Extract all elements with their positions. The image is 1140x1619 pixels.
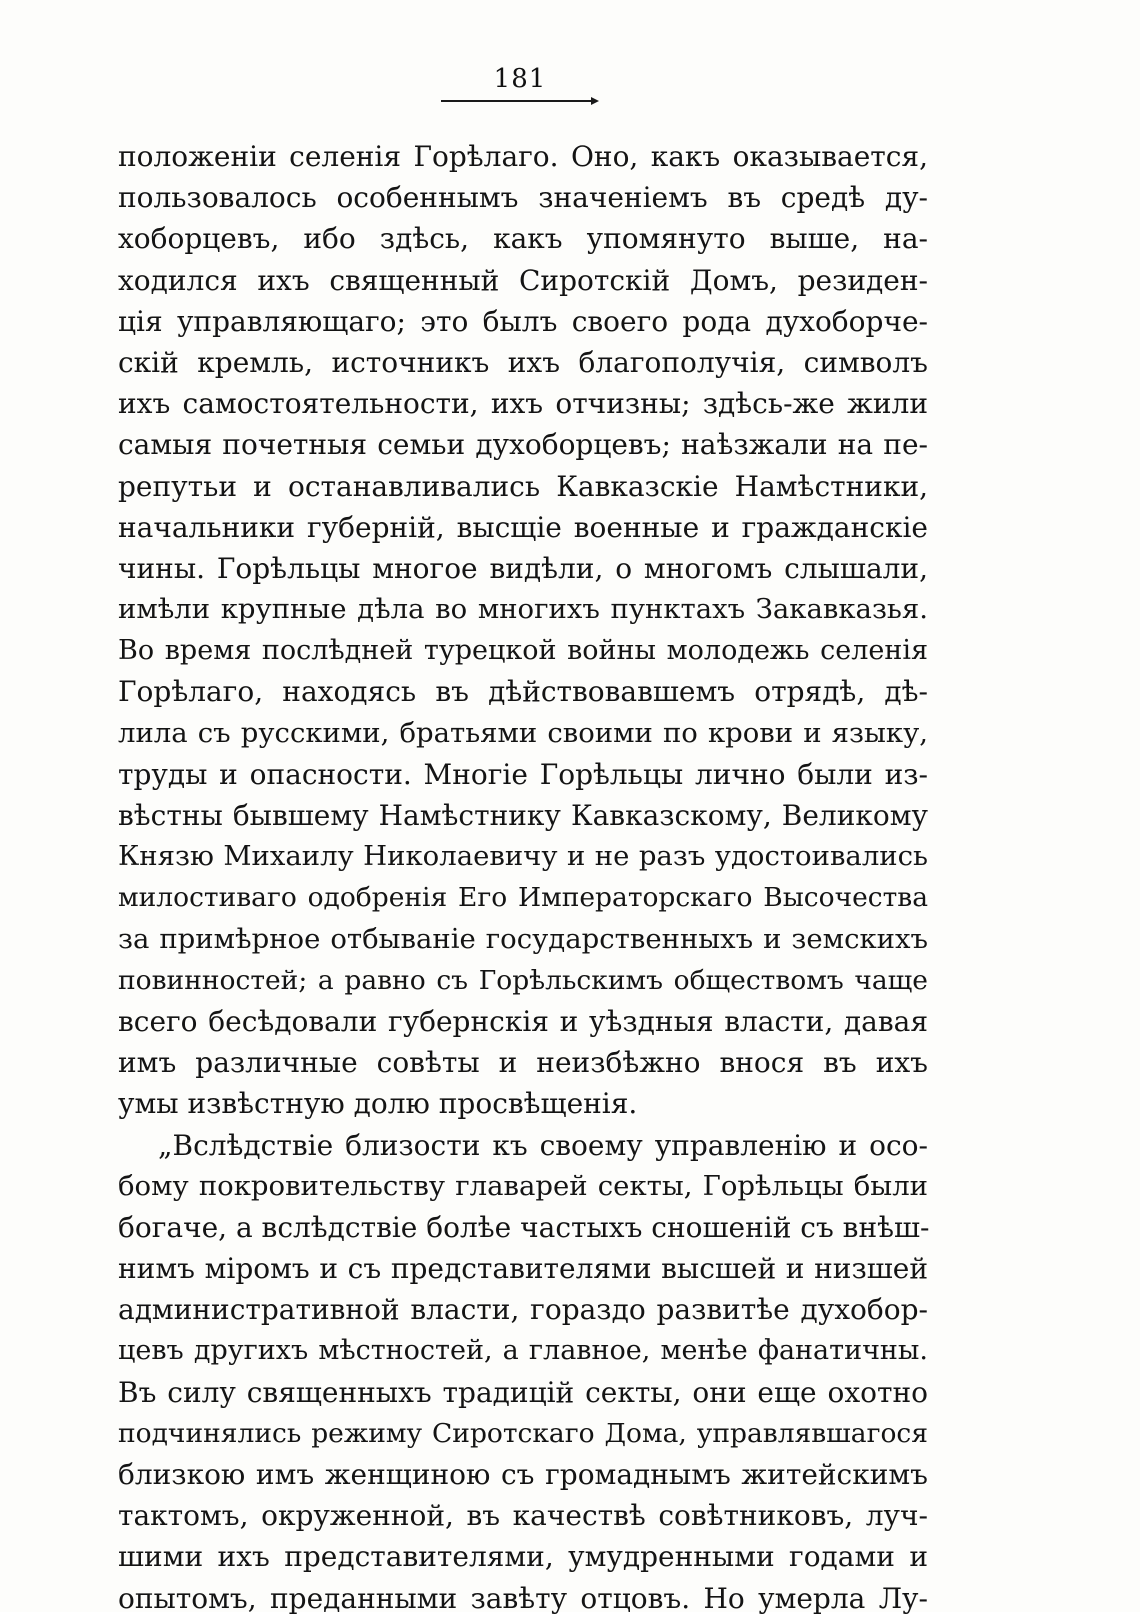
- text-line: лила съ русскими, братьями своими по крови и языку,: [118, 716, 928, 749]
- text-line: вѣстны бывшему Намѣстнику Кавказскому, Великому: [118, 799, 928, 832]
- text-line: богаче, а вслѣдствіе болѣе частыхъ сношеній съ внѣш-: [118, 1210, 930, 1244]
- body-text: [118, 136, 928, 1619]
- text-line: умы извѣстную долю просвѣщенія.: [118, 1087, 638, 1121]
- text-line: начальники губерній, высщіе военные и гражданскіе: [118, 510, 928, 544]
- page-number: 181: [493, 64, 547, 94]
- text-line: самыя почетныя семьи духоборцевъ; наѣзжали на пе-: [118, 428, 928, 462]
- text-line: тактомъ, окруженной, въ качествѣ совѣтниковъ, луч-: [118, 1499, 928, 1533]
- text-line: положеніи селенія Горѣлаго. Оно, какъ оказывается,: [118, 140, 928, 173]
- text-line: всего бесѣдовали губернскія и уѣздныя власти, давая: [118, 1004, 928, 1038]
- text-line: ихъ самостоятельности, ихъ отчизны; здѣсь-же жили: [118, 387, 928, 421]
- text-line: Во время послѣдней турецкой войны молодежь селенія: [118, 635, 928, 667]
- text-line: Горѣлаго, находясь въ дѣйствовавшемъ отрядѣ, дѣ-: [118, 675, 928, 709]
- header-rule-tip: [591, 97, 599, 105]
- text-line: за примѣрное отбываніе государственныхъ и земскихъ: [118, 922, 928, 955]
- text-line: хоборцевъ, ибо здѣсь, какъ упомянуто выше, на-: [118, 222, 928, 256]
- text-line: „Вслѣдствіе близости къ своему управленію и осо-: [158, 1128, 928, 1162]
- text-line: подчинялись режиму Сиротскаго Дома, управлявшагося: [118, 1417, 928, 1449]
- text-line: чины. Горѣльцы многое видѣли, о многомъ слышали,: [118, 551, 928, 585]
- text-line: близкою имъ женщиною съ громаднымъ житейскимъ: [118, 1458, 928, 1491]
- text-line: милостиваго одобренія Его Императорскаго Высочества: [118, 882, 928, 914]
- text-line: опытомъ, преданными завѣту отцовъ. Но умерла Лу-: [118, 1581, 928, 1615]
- text-line: имъ различные совѣты и неизбѣжно внося въ ихъ: [118, 1046, 928, 1080]
- text-line: шими ихъ представителями, умудренными годами и: [118, 1540, 928, 1574]
- text-line: нимъ міромъ и съ представителями высшей и низшей: [118, 1252, 928, 1286]
- text-line: ція управляющаго; это былъ своего рода духоборче-: [118, 304, 928, 338]
- text-line: цевъ другихъ мѣстностей, а главное, менѣе фанатичны.: [118, 1335, 928, 1367]
- text-line: Въ силу священныхъ традицій секты, они еще охотно: [118, 1375, 928, 1409]
- text-line: труды и опасности. Многіе Горѣльцы лично были из-: [118, 757, 928, 791]
- text-line: репутьи и останавливались Кавказскіе Намѣстники,: [118, 469, 928, 503]
- header-rule: [441, 100, 597, 102]
- text-line: скій кремль, источникъ ихъ благополучія, символъ: [118, 345, 928, 379]
- text-line: пользовалось особеннымъ значеніемъ въ средѣ ду-: [118, 181, 928, 215]
- text-line: Князю Михаилу Николаевичу и не разъ удостоивались: [118, 840, 928, 873]
- text-line: имѣли крупные дѣла во многихъ пунктахъ Закавказья.: [118, 593, 928, 626]
- text-line: административной власти, гораздо развитѣе духобор-: [118, 1293, 928, 1327]
- text-line: бому покровительству главарей секты, Горѣльцы были: [118, 1169, 928, 1202]
- text-line: повинностей; а равно съ Горѣльскимъ обществомъ чаще: [118, 964, 928, 996]
- text-line: ходился ихъ священный Сиротскій Домъ, резиден-: [118, 263, 928, 297]
